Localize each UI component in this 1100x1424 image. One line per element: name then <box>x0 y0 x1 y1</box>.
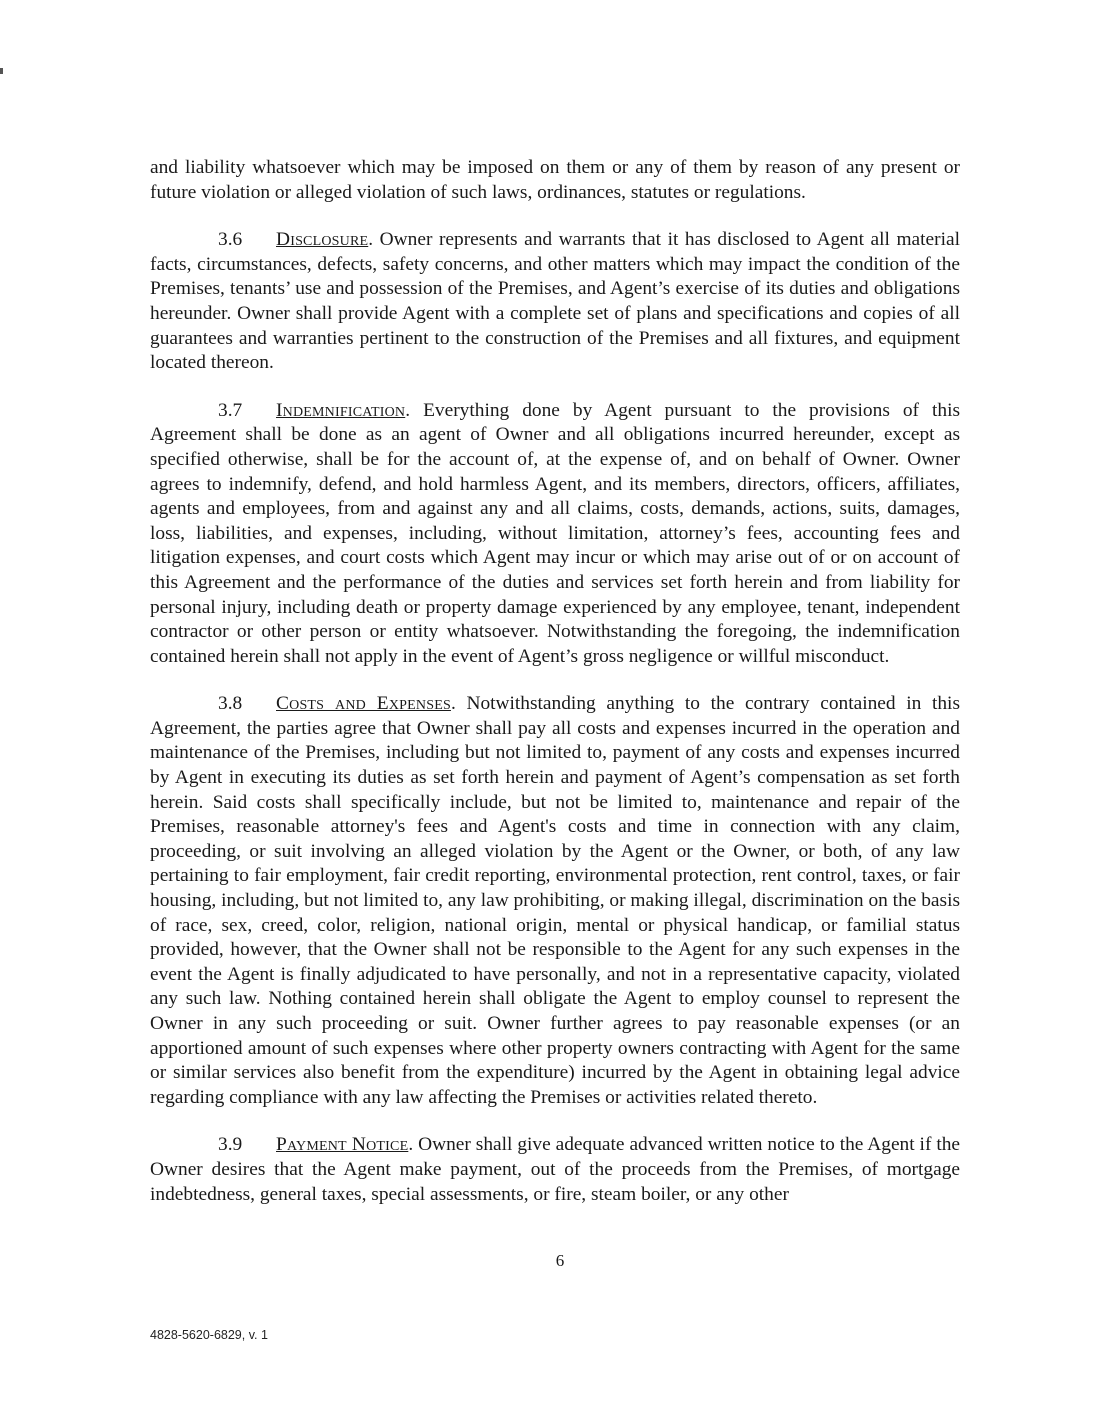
scan-edge-mark <box>0 68 3 74</box>
section-heading: Costs and Expenses <box>276 693 451 715</box>
section-3-8 <box>150 692 960 1110</box>
section-3-6 <box>150 228 960 376</box>
section-number: 3.7 <box>218 399 243 421</box>
section-number: 3.8 <box>218 693 243 715</box>
section-number: 3.9 <box>218 1134 243 1156</box>
section-number: 3.6 <box>218 229 243 251</box>
section-3-9 <box>150 1133 960 1207</box>
section-heading: Indemnification <box>276 399 406 421</box>
section-text: . Everything done by Agent pursuant to the provisions of this Agreement shall be done as an agent of Owner and all obligations incurred hereunder, except as specified otherwise, shall be for the account of, at the expense of, and on behalf of Owner. Owner agrees to indemnify, defend, and hold harmless Agent, and its members, directors, officers, affiliates, agents and employees, from and against any and all claims, costs, demands, actions, suits, damages, loss, liabilities, and expenses, including, without limitation, attorney’s fees, accounting fees and litigation expenses, and court costs which Agent may incur or which may arise out of or on account of this Agreement and the performance of the duties and services set forth herein and from liability for personal injury, including death or property damage experienced by any employee, tenant, independent contractor or other person or entity whatsoever. Notwithstanding the foregoing, the indemnification contained herein shall not apply in the event of Agent’s gross negligence or willful misconduct. <box>150 399 960 667</box>
section-heading: Disclosure <box>276 229 369 251</box>
section-3-7 <box>150 399 960 670</box>
document-body <box>150 156 960 1230</box>
section-text: . Owner shall give adequate advanced written notice to the Agent if the Owner desires that the Agent make payment, out of the proceeds from the Premises, of mortgage indebtedness, general taxes, special assessments, or fire, steam boiler, or any other <box>150 1134 961 1205</box>
section-heading: Payment Notice <box>276 1134 409 1156</box>
section-text: . Owner represents and warrants that it has disclosed to Agent all material facts, circumstances, defects, safety concerns, and other matters which may impact the condition of the Premises, tenants’ use and possession of the Premises, and Agent’s exercise of its duties and obligations hereunder. Owner shall provide Agent with a complete set of plans and specifications and copies of all guarantees and warranties pertinent to the construction of the Premises and all fixtures, and equipment located thereon. <box>150 229 960 374</box>
intro-paragraph: and liability whatsoever which may be imposed on them or any of them by reason of any present or future violation or alleged violation of such laws, ordinances, statutes or regulations. <box>150 157 960 203</box>
document-id: 4828-5620-6829, v. 1 <box>150 1328 268 1342</box>
section-text: . Notwithstanding anything to the contrary contained in this Agreement, the parties agree that Owner shall pay all costs and expenses incurred in the operation and maintenance of the Premises, including but not limited to, payment of any costs and expenses incurred by Agent in executing its duties as set forth herein and payment of Agent’s compensation as set forth herein. Said costs shall specifically include, but not be limited to, maintenance and repair of the Premises, reasonable attorney's fees and Agent's costs and time in connection with any claim, proceeding, or suit involving an alleged violation by the Agent or the Owner, or both, of any law pertaining to fair employment, fair credit reporting, environmental protection, rent control, taxes, or fair housing, including, but not limited to, any law prohibiting, or making illegal, discrimination on the basis of race, sex, creed, color, religion, national origin, mental or physical handicap, or familial status provided, however, that the Owner shall not be responsible to the Agent for any such expenses in the event the Agent is finally adjudicated to have personally, and not in a representative capacity, violated any such law. Nothing contained herein shall obligate the Agent to employ counsel to represent the Owner in any such proceeding or suit. Owner further agrees to pay reasonable expenses (or an apportioned amount of such expenses where other property owners contracting with Agent for the same or similar services also benefit from the expenditure) incurred by the Agent in obtaining legal advice regarding compliance with any law affecting the Premises or activities related thereto. <box>150 693 961 1108</box>
page-number: 6 <box>555 1251 565 1270</box>
